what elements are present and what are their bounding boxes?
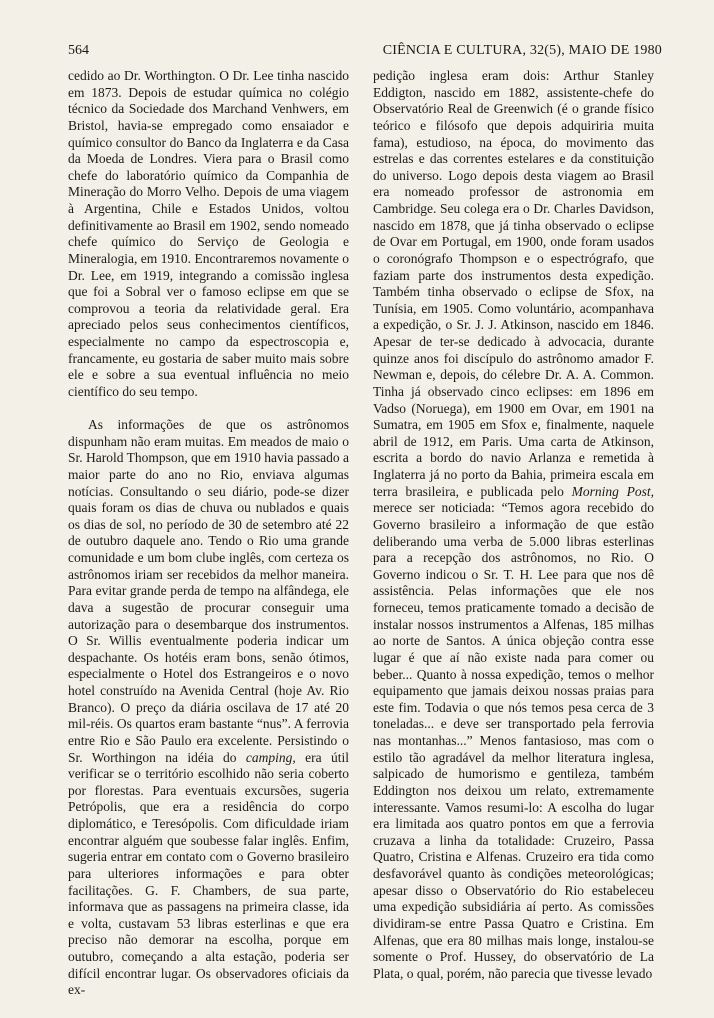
left-column (68, 68, 349, 999)
left-paragraph-2-text-a: As informações de que os astrônomos dispunham não eram muitas. Em meados de maio o Sr. Harold Thompson, que em 1910 havia passado a maior parte do ano no Rio, enviava algumas notícias. Consultando o seu diário, pode-se dizer quais foram os dias de chuva ou nublados e quais os dias de sol, no período de 30 de setembro até 22 de outubro daquele ano. Tendo o Rio uma grande comunidade e um bom clube inglês, com certeza os astrônomos iriam ser recebidos da melhor maneira. Para evitar grande perda de tempo na alfândega, ele dava a sugestão de procurar conseguir uma autorização para o desembarque dos instrumentos. O Sr. Willis eventualmente poderia indicar um despachante. Os hotéis eram bons, senão ótimos, especialmente o Hotel dos Estrangeiros e o novo hotel construído na Avenida Central (hoje Av. Rio Branco). O preço da diária oscilava de 17 até 20 mil-réis. Os quartos eram bastante “nus”. A ferrovia entre Rio e São Paulo era excelente. Persistindo o Sr. Worthingon na idéia do (68, 417, 349, 765)
italic-term-camping: camping, (245, 749, 296, 765)
right-paragraph-1-text-b: merece ser noticiada: “Temos agora recebido do Governo brasileiro a informação de que estão deliberando uma verba de 5.000 libras esterlinas para a recepção dos astrônomos, no Rio. O Governo indicou o Sr. T. H. Lee para que nos dê assistência. Pelas informações que ele nos forneceu, temos praticamente tomado a decisão de instalar nossos instrumentos a Alfenas, 185 milhas ao norte de Santos. A única objeção contra esse lugar é que aí não existe nada para comer ou beber... Quanto à nossa expedição, temos o melhor equipamento que jamais deixou nossas praias para este fim. Todavia o que nós temos pesa cerca de 3 toneladas... e deve ser transportado pela ferrovia nas montanhas...” Menos fantasioso, mas com o estilo tão agradável da melhor literatura inglesa, salpicado de humorismo e gentileza, também Eddington nos deixou um relato, extremamente interessante. Vamos resumi-lo: A escolha do lugar era limitada aos quatro pontos em que a ferrovia cruzava a linha da totalidade: Cruzeiro, Passa Quatro, Cristina e Alfenas. Cruzeiro era tida como desfavorável quanto às condições meteorológicas; apesar disso o Observatório do Rio estabeleceu uma expedição subsidiária aí perto. As comissões dividiram-se entre Passa Quatro e Cristina. Em Alfenas, que era 80 milhas mais longe, instalou-se somente o Prof. Hussey, do observatório de La Plata, o qual, porém, não parecia que tivesse levado (373, 500, 654, 981)
page-number: 564 (68, 43, 89, 58)
right-column (373, 68, 654, 982)
page-header (68, 43, 662, 63)
left-paragraph-2-text-b: era útil verificar se o território escolhido não seria coberto por florestas. Para eventuais excursões, sugeria Petrópolis, que era a residência do corpo diplomático, e Teresópolis. Com dificuldade iriam encontrar alguém que soubesse falar inglês. Enfim, sugeria entrar em contato com o Governo brasileiro para ulteriores informações e para obter facilitações. G. F. Chambers, de sua parte, informava que as passagens na primeira classe, ida e volta, custavam 53 libras esterlinas e que era preciso não demorar na escolha, porque em outubro, começando a alta estação, poderia ser difícil encontrar lugar. Os observadores oficiais da ex- (68, 749, 349, 998)
right-paragraph-1 (373, 68, 654, 982)
italic-newspaper-title: Morning Post, (571, 483, 654, 499)
running-head: CIÊNCIA E CULTURA, 32(5), MAIO DE 1980 (382, 43, 662, 58)
left-paragraph-1: cedido ao Dr. Worthington. O Dr. Lee tinha nascido em 1873. Depois de estudar química no colégio técnico da Sociedade dos Marchand Venhwers, em Bristol, havia-se empregado como ensaiador e químico consultor do Banco da Inglaterra e da Casa da Moeda de Londres. Viera para o Brasil como chefe do laboratório químico da Companhia de Mineração do Morro Velho. Depois de uma viagem à Argentina, Chile e Estados Unidos, voltou definitivamente ao Brasil em 1902, sendo nomeado chefe químico do Serviço de Geologia e Mineralogia, em 1910. Encontraremos novamente o Dr. Lee, em 1919, integrando a comissão inglesa que foi a Sobral ver o famoso eclipse em que se comprovou a teoria da relatividade geral. Era apreciado pelos seus conhecimentos científicos, especialmente no campo da espectroscopia e, francamente, eu gostaria de saber muito mais sobre ele e sobre a sua eventual influência no meio científico do seu tempo. (68, 68, 349, 399)
right-paragraph-1-text-a: pedição inglesa eram dois: Arthur Stanley Eddigton, nascido em 1882, assistente-chefe do Observatório Real de Greenwich (é o grande físico teórico e filósofo que depois adquiriria muita fama), estudioso, na época, do movimento das estrelas e das correntes estelares e da constituição do universo. Logo depois desta viagem ao Brasil era nomeado professor de astronomia em Cambridge. Seu colega era o Dr. Charles Davidson, nascido em 1878, que já tinha observado o eclipse de Ovar em Portugal, em 1900, onde foram usados o coronógrafo Thompson e o espectrógrafo, que faziam parte dos instrumentos desta expedição. Também tinha observado o eclipse de Sfox, na Tunísia, em 1905. Como voluntário, acompanhava a expedição, o Sr. J. J. Atkinson, nascido em 1846. Apesar de ter-se dedicado à advocacia, durante quinze anos foi discípulo do astrônomo amador F. Newman e, depois, do célebre Dr. A. A. Common. Tinha já observado cinco eclipses: em 1896 em Vadso (Noruega), em 1900 em Ovar, em 1901 na Sumatra, em 1905 em Sfox e, finalmente, naquele abril de 1912, em Paris. Uma carta de Atkinson, escrita a bordo do navio Arlanza e remetida à Inglaterra já no porto da Bahia, primeira escala em terra brasileira, e publicada pelo (373, 68, 654, 499)
left-paragraph-2 (68, 417, 349, 999)
